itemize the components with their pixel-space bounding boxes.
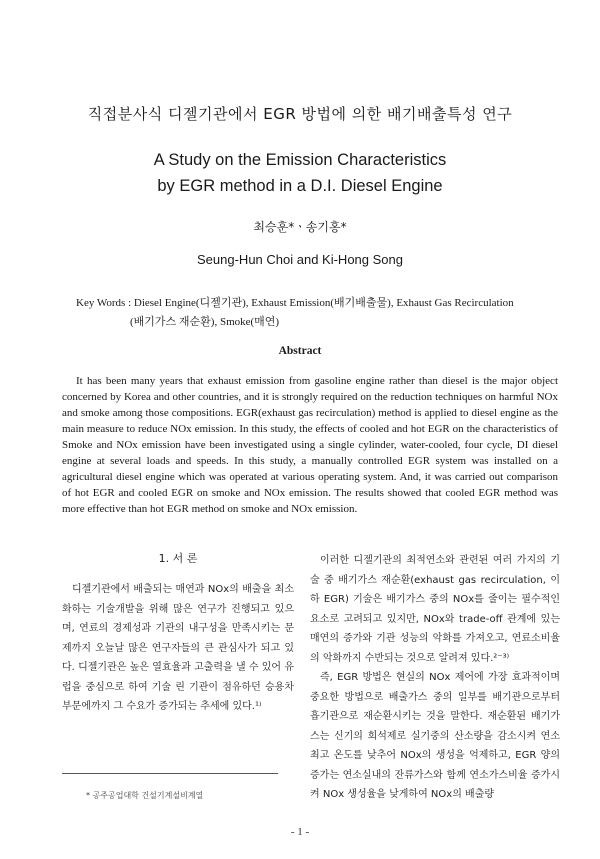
- english-authors: Seung-Hun Choi and Ki-Hong Song: [197, 252, 403, 267]
- footnote-affiliation: * 공주공업대학 건설기계설비계열: [86, 791, 204, 800]
- right-column: [310, 551, 560, 805]
- introduction-paragraph-right-2: 즉, EGR 방법은 현실의 NOx 제어에 가장 효과적이며 중요한 방법으로 배출가스 중의 일부를 배기관으로부터 흡기관으로 재순환시키는 것을 말한다. 재순환된 배기가스는 신기의 희석제로 실기중의 산소량을 감소시켜 연소 최고 온도를 낮추어 NOx의 생성을 억제하고, EGR 양의 증가는 연소실내의 잔류가스와 함께 연소가스비율 증가시켜 NOx 생성율을 낮게하여 NOx의 배출량: [310, 672, 560, 800]
- korean-authors: 최승훈*ㆍ송기홍*: [253, 220, 347, 234]
- english-title-line-2: by EGR method in a D.I. Diesel Engine: [157, 177, 443, 195]
- footnote-divider: [62, 773, 278, 774]
- left-column: [62, 550, 294, 717]
- english-title-line-1: A Study on the Emission Characteristics: [153, 151, 447, 169]
- keywords-line-2: (배기가스 재순환), Smoke(매연): [130, 316, 280, 328]
- keywords-line-1: Diesel Engine(디젤기관), Exhaust Emission(배기배출물), Exhaust Gas Recirculation: [133, 297, 514, 309]
- introduction-paragraph-right-1: 이러한 디젤기관의 최적연소와 관련된 여러 가지의 기술 중 배기가스 재순환(exhaust gas recirculation, 이하 EGR) 기술은 배기가스 중의 NOx를 줄이는 필수적인 요소로 고려되고 있지만, NOx와 trade-off 관계에 있는 매연의 증가와 기관 성능의 악화를 가져오고, 연료소비율의 악화까지 수반되는 것으로 알려져 있다.²⁻³⁾: [310, 555, 560, 664]
- keywords: [76, 294, 556, 332]
- english-title: [0, 147, 600, 199]
- keywords-label: Key Words :: [76, 297, 134, 309]
- abstract-heading: Abstract: [278, 345, 322, 357]
- page-number: - 1 -: [290, 826, 310, 838]
- section-heading-introduction: 1. 서 론: [158, 552, 198, 565]
- abstract-text: It has been many years that exhaust emission from gasoline engine rather than diesel is the major object concerned by Korea and other countries, and it is strongly required on the reduction techniques on harmful NOx and smoke among those compositions. EGR(exhaust gas recirculation) method is applied to diesel engine as the main measure to reduce NOx emission. In this study, the effects of cooled and hot EGR on the characteristics of Smoke and NOx emission have been investigated using a single cylinder, water-cooled, four cycle, DI diesel engine at several loads and speeds. In this study, a manually controlled EGR system was installed on a agricultural diesel engine which was operated at various operating system. And, it was carried out comparison of hot EGR and cooled EGR on smoke and NOx emission. The results showed that cooled EGR method was more effective than hot EGR method on smoke and NOx emission.: [62, 375, 558, 515]
- korean-title: 직접분사식 디젤기관에서 EGR 방법에 의한 배기배출특성 연구: [87, 105, 513, 123]
- introduction-paragraph-left: 디젤기관에서 배출되는 매연과 NOx의 배출을 최소화하는 기술개발을 위해 많은 연구가 진행되고 있으며, 연료의 경제성과 기관의 내구성을 만족시키는 문제까지 오늘날 많은 연구자들의 큰 관심사가 되고 있다. 디젤기관은 높은 열효율과 고출력을 낼 수 있어 유럽을 중심으로 하여 기술 린 기관이 점유하던 승용차 부문에까지 그 수요가 증가되는 추세에 있다.¹⁾: [62, 584, 294, 712]
